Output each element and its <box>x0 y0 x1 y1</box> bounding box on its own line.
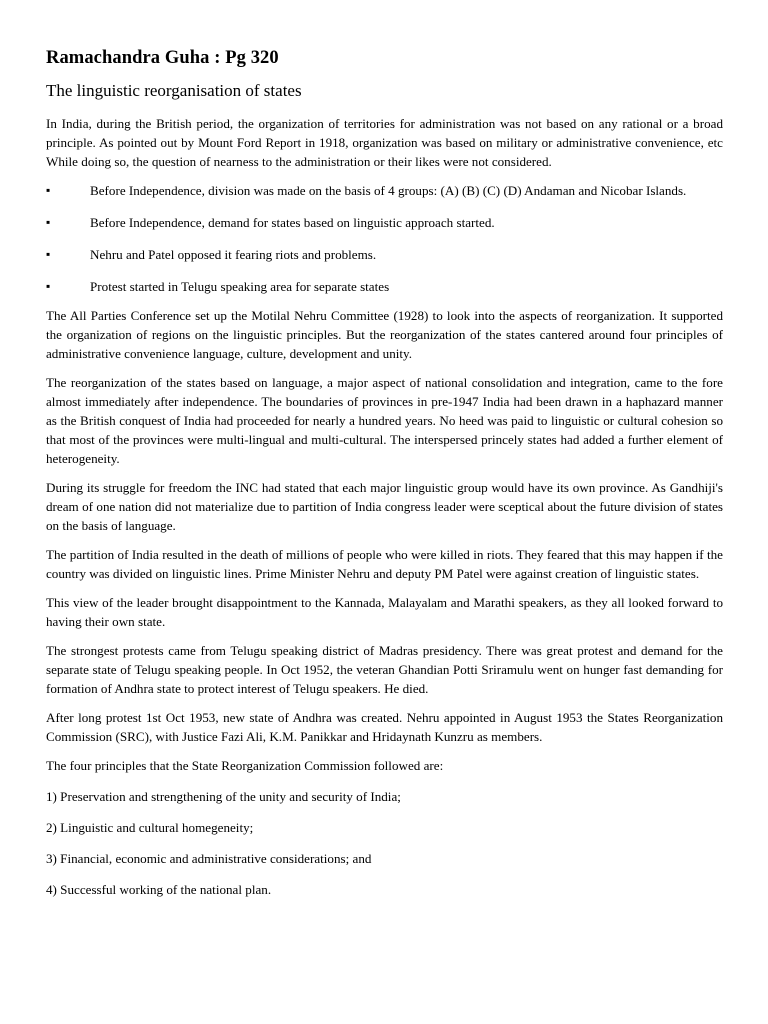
principle-item: 2) Linguistic and cultural homegeneity; <box>46 820 254 835</box>
bullet-icon: ▪ <box>46 279 51 293</box>
intro-paragraph: In India, during the British period, the organization of territories for administration was not based on any rational or a broad principle. As pointed out by Mount Ford Report in 1918, organization was based on military or administrative convenience, etc While doing so, the question of nearness to the administration or their likes were not considered. <box>46 116 723 169</box>
principle-item: 1) Preservation and strengthening of the unity and security of India; <box>46 789 401 804</box>
section-heading: The linguistic reorganisation of states <box>46 81 302 100</box>
body-paragraph: The four principles that the State Reorganization Commission followed are: <box>46 758 444 773</box>
bullet-text: Nehru and Patel opposed it fearing riots and problems. <box>90 247 377 262</box>
body-paragraph: During its struggle for freedom the INC had stated that each major linguistic group would have its own province. As Gandhiji's dream of one nation did not materialize due to partition of India congress leader were sceptical about the future division of states on the basis of language. <box>46 480 723 533</box>
body-paragraph: After long protest 1st Oct 1953, new state of Andhra was created. Nehru appointed in August 1953 the States Reorganization Commission (SRC), with Justice Fazi Ali, K.M. Panikkar and Hridaynath Kunzru as members. <box>46 710 723 744</box>
bullet-item <box>46 213 723 232</box>
body-paragraph: The strongest protests came from Telugu speaking district of Madras presidency. There was great protest and demand for the separate state of Telugu speaking people. In Oct 1952, the veteran Ghandian Potti Sriramulu went on hunger fast demanding for formation of Andhra state to protect interest of Telugu speakers. He died. <box>46 643 723 696</box>
bullet-icon: ▪ <box>46 183 51 197</box>
body-paragraph: The partition of India resulted in the death of millions of people who were killed in riots. They feared that this may happen if the country was divided on linguistic lines. Prime Minister Nehru and deputy PM Patel were against creation of linguistic states. <box>46 547 723 581</box>
bullet-icon: ▪ <box>46 215 51 229</box>
bullet-item <box>46 245 723 264</box>
bullet-item <box>46 181 723 200</box>
bullet-icon: ▪ <box>46 247 51 261</box>
document-page <box>46 46 723 911</box>
body-paragraph: The reorganization of the states based on language, a major aspect of national consolidation and integration, came to the fore almost immediately after independence. The boundaries of provinces in pre-1947 India had been drawn in a haphazard manner as the British conquest of India had proceeded for nearly a hundred years. No heed was paid to linguistic or cultural cohesion so that most of the provinces were multi-lingual and multi-cultural. The interspersed princely states had added a further element of heterogeneity. <box>46 375 723 466</box>
bullet-text: Before Independence, division was made on the basis of 4 groups: (A) (B) (C) (D) Andaman and Nicobar Islands. <box>90 183 687 198</box>
document-title: Ramachandra Guha : Pg 320 <box>46 48 279 68</box>
principle-item: 4) Successful working of the national plan. <box>46 882 272 897</box>
bullet-item <box>46 277 723 296</box>
principle-item: 3) Financial, economic and administrative considerations; and <box>46 851 372 866</box>
body-paragraph: The All Parties Conference set up the Motilal Nehru Committee (1928) to look into the aspects of reorganization. It supported the organization of regions on the linguistic principles. But the reorganization of the states cantered around four principles of administrative convenience language, culture, development and unity. <box>46 308 723 361</box>
bullet-text: Before Independence, demand for states based on linguistic approach started. <box>90 215 495 230</box>
bullet-text: Protest started in Telugu speaking area for separate states <box>90 279 390 294</box>
body-paragraph: This view of the leader brought disappointment to the Kannada, Malayalam and Marathi speakers, as they all looked forward to having their own state. <box>46 595 723 629</box>
